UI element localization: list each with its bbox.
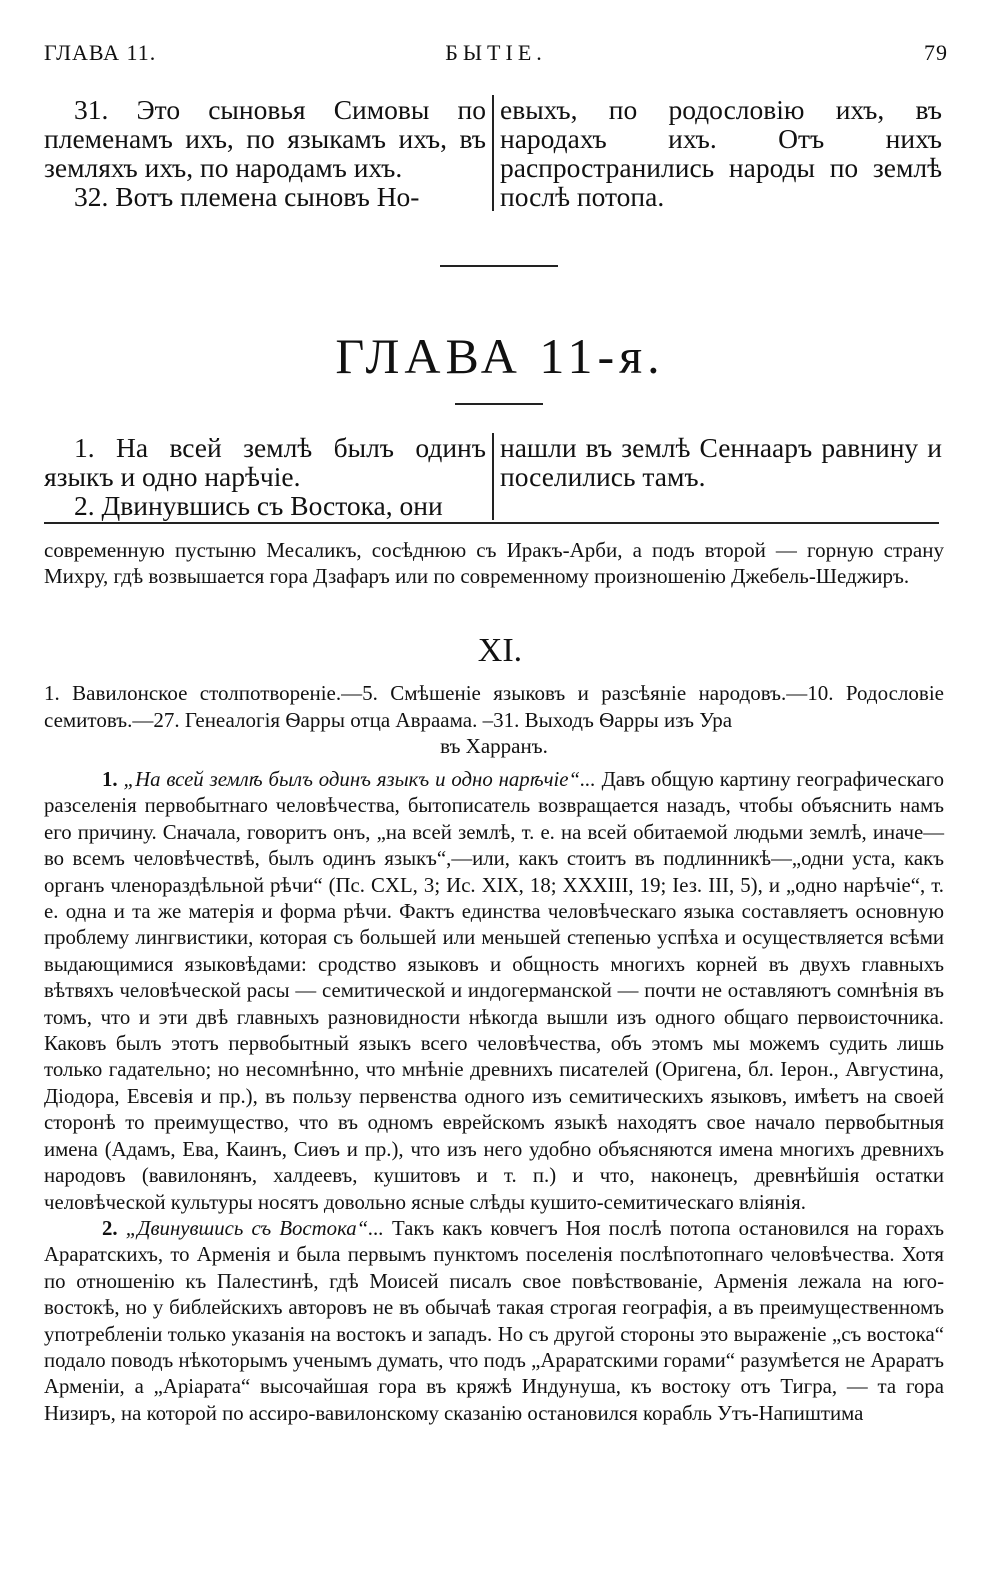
commentary-text: Такъ какъ ковчегъ Ноя послѣ потопа остановился на горахъ Араратскихъ, то Арменія и была первымъ пунктомъ поселенія послѣпотопнаго человѣчества. Хотя по отношенію къ Палестинѣ, гдѣ Моисей писалъ свое повѣствованіе, Арменія лежала на юго-востокѣ, но у библейскихъ авторовъ не въ обычаѣ такая строгая географія, а въ преимущественномъ употребленіи только указанія на востокъ и западъ. Но съ другой стороны это выраженіе „съ востока“ подало поводъ нѣкоторымъ ученымъ думать, что подъ „Араратскими горами“ разумѣется не Араратъ Арменіи, а „Аріарата“ высочайшая гора въ кряжѣ Индунуша, къ востоку отъ Тигра, — та гора Низиръ, на которой по ассиро-вавилонскому сказанію остановился корабль Утъ-Напиштима	[44, 1216, 945, 1425]
commentary-paragraph-1	[44, 767, 944, 1216]
commentary-body	[44, 767, 944, 1427]
verse-31: 31. Это сыновья Симовы по племенамъ ихъ, по языкамъ ихъ, въ земляхъ ихъ, по народамъ ихъ.	[44, 94, 486, 183]
page-number: 79	[924, 40, 948, 65]
commentary-lemma: „Двинувшись съ Востока“...	[125, 1216, 384, 1240]
text-commentary-rule	[44, 522, 939, 524]
verse-1: 1. На всей землѣ былъ одинъ языкъ и одно нарѣчіе.	[44, 432, 486, 492]
column-divider	[492, 95, 494, 211]
footnote-text: современную пустыню Месаликъ, сосѣднюю съ Иракъ-Арби, а подъ второй — горную страну Михру, гдѣ возвышается гора Дзафаръ или по современному произношенію Джебель-Шеджиръ.	[44, 538, 944, 588]
header-book-title: БЫТІЕ.	[445, 40, 547, 65]
header-chapter: ГЛАВА 11.	[44, 40, 157, 65]
verse-32-start: 32. Вотъ племена сыновъ Но-	[74, 181, 420, 212]
column-divider	[492, 433, 494, 520]
commentary-number: 2.	[102, 1216, 118, 1240]
chapter-summary	[44, 680, 944, 760]
commentary-paragraph-2	[44, 1216, 944, 1427]
verses-block-top	[44, 95, 944, 211]
verse-2-start: 2. Двинувшись съ Востока, они	[74, 490, 443, 521]
left-column	[44, 95, 486, 211]
summary-last-line: въ Харранъ.	[440, 734, 548, 758]
section-numeral: XI.	[477, 632, 523, 669]
commentary-number: 1.	[102, 768, 118, 791]
verse-32-end: евыхъ, по родословію ихъ, въ народахъ ихъ. Отъ нихъ распространились народы по землѣ послѣ потопа.	[500, 94, 942, 212]
footnote-continuation	[44, 537, 944, 589]
separator-line	[440, 265, 558, 267]
commentary-text: Давъ общую картину географическаго разселенія первобытнаго человѣчества, бытописатель возвращается назадъ, чтобы объяснить намъ его причину. Сначала, говоритъ онъ, „на всей землѣ, т. е. на всей обитаемой людьми землѣ, иначе—во всемъ человѣчествѣ, былъ одинъ языкъ“,—или, какъ стоитъ въ подлинникѣ—„одни уста, какъ органъ членораздѣльной рѣчи“ (Пс. CXL, 3; Ис. XIX, 18; XXXIII, 19; Іез. III, 5), и „одно нарѣчіе“, т. е. одна и та же матерія и форма рѣчи. Фактъ единства человѣческаго языка составляетъ основную проблему лингвистики, которая съ большей или меньшей степенью успѣха и осуществляется всѣми выдающимися языковѣдами: сродство языковъ и общность многихъ корней въ двухъ главныхъ вѣтвяхъ человѣческой расы — семитической и индогерманской — почти не оставляютъ сомнѣнія въ томъ, что и эти двѣ главныхъ разновидности нѣкогда вышли изъ одного общаго первоисточника. Каковъ былъ этотъ первобытный языкъ всего человѣчества, объ этомъ мы можемъ судить лишь только гадательно; но несомнѣнно, что мнѣніе древнихъ писателей (Оригена, бл. Іерон., Августина, Діодора, Евсевія и пр.), въ пользу первенства одного изъ семитическихъ языковъ, имѣетъ на своей сторонѣ то преимущество, что въ одномъ еврейскомъ языкѣ находятъ свое начало первобытныя имена (Адамъ, Ева, Каинъ, Сиѳъ и пр.), что изъ него удобно объясняются имена многихъ древнихъ народовъ (вавилонянъ, халдеевъ, кушитовъ и т. п.) и что, наконецъ, древнѣйшія остатки человѣческой культуры носятъ довольно ясные слѣды кушито-семитическаго вліянія.	[44, 768, 945, 1214]
left-column	[44, 433, 486, 520]
right-column	[500, 433, 942, 520]
right-column	[500, 95, 942, 211]
verses-block-chapter	[44, 433, 944, 520]
chapter-title: ГЛАВА 11-я.	[335, 328, 665, 384]
verse-2-end: нашли въ землѣ Сеннааръ равнину и поселились тамъ.	[500, 432, 942, 492]
title-underline	[455, 403, 543, 405]
commentary-lemma: „На всей землѣ былъ одинъ языкъ и одно нарѣчіе“...	[123, 768, 596, 791]
summary-text: 1. Вавилонское столпотвореніе.—5. Смѣшеніе языковъ и разсѣяніе народовъ.—10. Родословіе семитовъ.—27. Генеалогія Ѳарры отца Авраама. –31. Выходъ Ѳарры изъ Ура	[44, 681, 944, 732]
running-header	[44, 40, 948, 70]
